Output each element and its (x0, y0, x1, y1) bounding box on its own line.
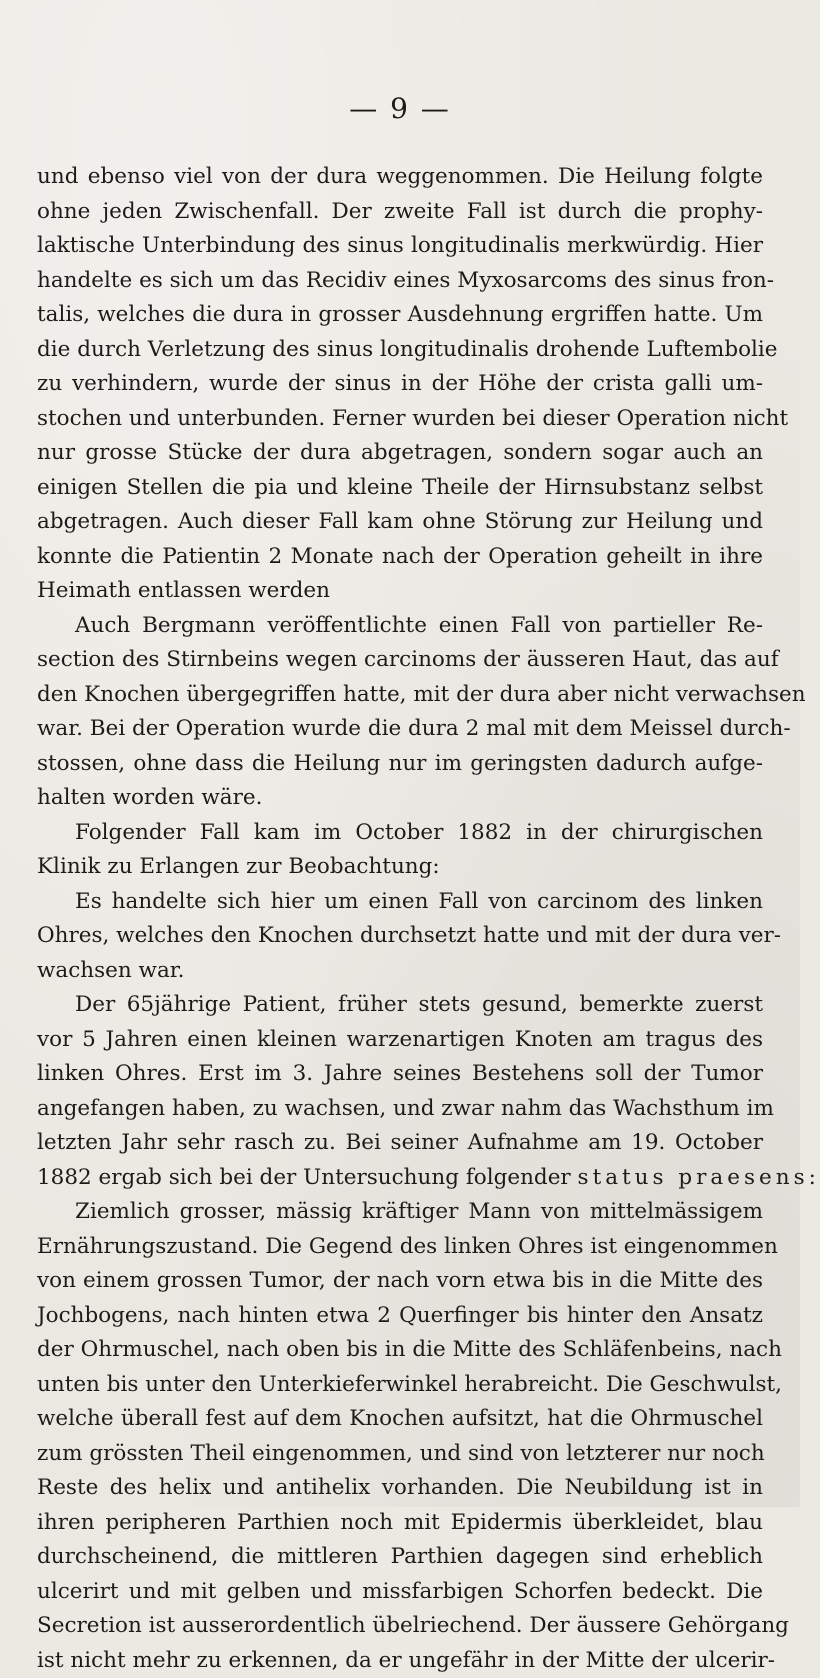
text-line: Klinik zu Erlangen zur Beobachtung: (37, 850, 763, 885)
text-line: angefangen haben, zu wachsen, und zwar nahm das Wachsthum im (37, 1092, 763, 1127)
status-praesens-label: status praesens: (578, 1165, 820, 1190)
text-line: nur grosse Stücke der dura abgetragen, sondern sogar auch an (37, 436, 763, 471)
text-line: handelte es sich um das Recidiv eines Myxosarcoms des sinus fron- (37, 264, 763, 299)
text-line: ulcerirt und mit gelben und missfarbigen Schorfen bedeckt. Die (37, 1575, 763, 1610)
text-line: Ohres, welches den Knochen durchsetzt hatte und mit der dura ver- (37, 919, 763, 954)
text-line: section des Stirnbeins wegen carcinoms der äusseren Haut, das auf (37, 643, 763, 678)
text-line: Secretion ist ausserordentlich übelriechend. Der äussere Gehörgang (37, 1609, 763, 1644)
paragraph-start-line: Es handelte sich hier um einen Fall von carcinom des linken (37, 885, 763, 920)
text-line: wachsen war. (37, 954, 763, 989)
text-line: ihren peripheren Parthien noch mit Epidermis überkleidet, blau (37, 1506, 763, 1541)
paragraph-start-line: Der 65jährige Patient, früher stets gesund, bemerkte zuerst (37, 988, 763, 1023)
text-line: einigen Stellen die pia und kleine Theile der Hirnsubstanz selbst (37, 471, 763, 506)
text-line: ist nicht mehr zu erkennen, da er ungefähr in der Mitte der ulcerir- (37, 1644, 763, 1678)
text-line: zu verhindern, wurde der sinus in der Höhe der crista galli um- (37, 367, 763, 402)
text-line: durchscheinend, die mittleren Parthien dagegen sind erheblich (37, 1540, 763, 1575)
page-number: — 9 — (0, 92, 800, 125)
text-line: unten bis unter den Unterkieferwinkel herabreicht. Die Geschwulst, (37, 1368, 763, 1403)
text-line: Ernährungszustand. Die Gegend des linken Ohres ist eingenommen (37, 1230, 763, 1265)
text-line: den Knochen übergegriffen hatte, mit der dura aber nicht verwachsen (37, 678, 763, 713)
text-line: stochen und unterbunden. Ferner wurden bei dieser Operation nicht (37, 402, 763, 437)
text-line: halten worden wäre. (37, 781, 763, 816)
text-line: zum grössten Theil eingenommen, und sind von letzterer nur noch (37, 1437, 763, 1472)
text-line: Reste des helix und antihelix vorhanden. Die Neubildung ist in (37, 1471, 763, 1506)
text-line: linken Ohres. Erst im 3. Jahre seines Bestehens soll der Tumor (37, 1057, 763, 1092)
text-line: laktische Unterbindung des sinus longitudinalis merkwürdig. Hier (37, 229, 763, 264)
text-line: die durch Verletzung des sinus longitudinalis drohende Luftembolie (37, 333, 763, 368)
paragraph-start-line: Folgender Fall kam im October 1882 in der chirurgischen (37, 816, 763, 851)
text-line: vor 5 Jahren einen kleinen warzenartigen Knoten am tragus des (37, 1023, 763, 1058)
text-line: abgetragen. Auch dieser Fall kam ohne Störung zur Heilung und (37, 505, 763, 540)
status-line-text: 1882 ergab sich bei der Untersuchung folgender (37, 1165, 571, 1190)
text-line: und ebenso viel von der dura weggenommen. Die Heilung folgte (37, 160, 763, 195)
paragraph-start-line: Auch Bergmann veröffentlichte einen Fall von partieller Re- (37, 609, 763, 644)
text-line: welche überall fest auf dem Knochen aufsitzt, hat die Ohrmuschel (37, 1402, 763, 1437)
paragraph-start-line: Ziemlich grosser, mässig kräftiger Mann von mittelmässigem (37, 1195, 763, 1230)
text-line: ohne jeden Zwischenfall. Der zweite Fall ist durch die prophy- (37, 195, 763, 230)
text-line: Jochbogens, nach hinten etwa 2 Querfinger bis hinter den Ansatz (37, 1299, 763, 1334)
text-line: talis, welches die dura in grosser Ausdehnung ergriffen hatte. Um (37, 298, 763, 333)
text-line: war. Bei der Operation wurde die dura 2 mal mit dem Meissel durch- (37, 712, 763, 747)
text-line: Heimath entlassen werden (37, 574, 763, 609)
status-line (37, 1161, 763, 1196)
text-line: von einem grossen Tumor, der nach vorn etwa bis in die Mitte des (37, 1264, 763, 1299)
text-line: letzten Jahr sehr rasch zu. Bei seiner Aufnahme am 19. October (37, 1126, 763, 1161)
text-line: der Ohrmuschel, nach oben bis in die Mitte des Schläfenbeins, nach (37, 1333, 763, 1368)
text-line: stossen, ohne dass die Heilung nur im geringsten dadurch aufge- (37, 747, 763, 782)
body-text (37, 160, 763, 1678)
text-line: konnte die Patientin 2 Monate nach der Operation geheilt in ihre (37, 540, 763, 575)
